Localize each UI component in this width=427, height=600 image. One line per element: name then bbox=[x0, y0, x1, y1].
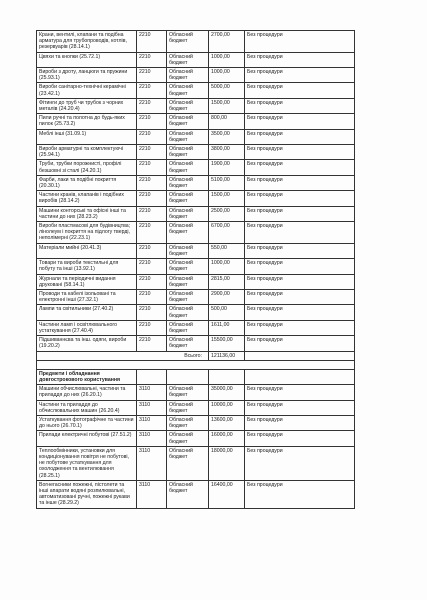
kekv-code-cell: 3110 bbox=[137, 446, 167, 480]
item-name-cell: Частини кранів, клапанів і подібних виробів (28.14.2) bbox=[37, 191, 137, 206]
funding-source-cell: Обласний бюджет bbox=[167, 145, 209, 160]
kekv-code-cell: 3110 bbox=[137, 385, 167, 400]
item-name-cell: Машини обчислювальні, частини та приладдя до них (26.20.1) bbox=[37, 385, 137, 400]
amount-cell: 5000,00 bbox=[209, 83, 245, 98]
funding-source-cell: Обласний бюджет bbox=[167, 98, 209, 113]
table-row bbox=[37, 129, 355, 144]
table-row bbox=[37, 191, 355, 206]
procedure-cell: Без процедури bbox=[245, 415, 355, 430]
item-name-cell: Журнали та періодичні видання друковані (58.14.1) bbox=[37, 274, 137, 289]
item-name-cell: Товари та вироби текстильні для побуту та інші (13.92.1) bbox=[37, 259, 137, 274]
kekv-code-cell: 2210 bbox=[137, 336, 167, 351]
funding-source-cell: Обласний бюджет bbox=[167, 68, 209, 83]
table-row bbox=[37, 415, 355, 430]
amount-cell: 2900,00 bbox=[209, 289, 245, 304]
procedure-cell: Без процедури bbox=[245, 160, 355, 175]
kekv-code-cell: 2210 bbox=[137, 175, 167, 190]
table-row bbox=[37, 222, 355, 244]
amount-cell: 500,00 bbox=[209, 305, 245, 320]
table-row bbox=[37, 336, 355, 351]
table-row bbox=[37, 480, 355, 508]
kekv-code-cell: 2210 bbox=[137, 68, 167, 83]
procedure-cell: Без процедури bbox=[245, 320, 355, 335]
amount-cell: 5100,00 bbox=[209, 175, 245, 190]
procedure-cell: Без процедури bbox=[245, 480, 355, 508]
kekv-code-cell: 3110 bbox=[137, 431, 167, 446]
kekv-code-cell: 2210 bbox=[137, 83, 167, 98]
kekv-code-cell: 3110 bbox=[137, 415, 167, 430]
funding-source-cell: Обласний бюджет bbox=[167, 114, 209, 129]
table-body-equipment bbox=[37, 385, 355, 508]
table-row bbox=[37, 400, 355, 415]
funding-source-cell: Обласний бюджет bbox=[167, 431, 209, 446]
funding-source-cell: Обласний бюджет bbox=[167, 400, 209, 415]
procedure-cell: Без процедури bbox=[245, 446, 355, 480]
funding-source-cell: Обласний бюджет bbox=[167, 222, 209, 244]
table-row bbox=[37, 259, 355, 274]
procedure-cell: Без процедури bbox=[245, 243, 355, 258]
procedure-cell: Без процедури bbox=[245, 129, 355, 144]
funding-source-cell: Обласний бюджет bbox=[167, 191, 209, 206]
table-row bbox=[37, 243, 355, 258]
procedure-cell: Без процедури bbox=[245, 431, 355, 446]
item-name-cell: Фітинги до труб чи трубок з чорних металів (24.20.4) bbox=[37, 98, 137, 113]
table-row bbox=[37, 431, 355, 446]
total-empty-cell bbox=[245, 351, 355, 360]
procedure-cell: Без процедури bbox=[245, 114, 355, 129]
funding-source-cell: Обласний бюджет bbox=[167, 336, 209, 351]
item-name-cell: Вироби арматурні та комплектуючі (25.94.1) bbox=[37, 145, 137, 160]
funding-source-cell: Обласний бюджет bbox=[167, 385, 209, 400]
amount-cell: 1000,00 bbox=[209, 52, 245, 67]
procedure-cell: Без процедури bbox=[245, 31, 355, 53]
funding-source-cell: Обласний бюджет bbox=[167, 415, 209, 430]
kekv-code-cell: 3110 bbox=[137, 400, 167, 415]
item-name-cell: Пили ручні та полотна до будь-яких пилок (25.73.2) bbox=[37, 114, 137, 129]
amount-cell: 1000,00 bbox=[209, 68, 245, 83]
procedure-cell: Без процедури bbox=[245, 400, 355, 415]
table-row bbox=[37, 83, 355, 98]
amount-cell: 2700,00 bbox=[209, 31, 245, 53]
procedure-cell: Без процедури bbox=[245, 145, 355, 160]
table-row bbox=[37, 98, 355, 113]
amount-cell: 1500,00 bbox=[209, 98, 245, 113]
table-row bbox=[37, 68, 355, 83]
kekv-code-cell: 2210 bbox=[137, 98, 167, 113]
table-row bbox=[37, 320, 355, 335]
item-name-cell: Меблі інші (31.09.1) bbox=[37, 129, 137, 144]
procedure-cell: Без процедури bbox=[245, 289, 355, 304]
spacer-cell bbox=[37, 360, 355, 369]
funding-source-cell: Обласний бюджет bbox=[167, 129, 209, 144]
kekv-code-cell: 2210 bbox=[137, 222, 167, 244]
item-name-cell: Вогнегасники пожежні, пістолети та інші апарати водяні розпилювальні, автоматизовані ручні, пожежні рукави та інше (28.29.2) bbox=[37, 480, 137, 508]
funding-source-cell: Обласний бюджет bbox=[167, 446, 209, 480]
funding-source-cell: Обласний бюджет bbox=[167, 83, 209, 98]
funding-source-cell: Обласний бюджет bbox=[167, 243, 209, 258]
funding-source-cell: Обласний бюджет bbox=[167, 31, 209, 53]
kekv-code-cell: 2210 bbox=[137, 305, 167, 320]
procurement-table bbox=[36, 30, 355, 509]
item-name-cell: Труби, трубки порожнисті, профілі безшовні зі сталі (24.20.1) bbox=[37, 160, 137, 175]
kekv-code-cell: 2210 bbox=[137, 145, 167, 160]
section-title: Предмети і обладнання довгострокового користування bbox=[37, 369, 137, 384]
amount-cell: 3500,00 bbox=[209, 129, 245, 144]
table-row bbox=[37, 446, 355, 480]
procedure-cell: Без процедури bbox=[245, 336, 355, 351]
table-row bbox=[37, 52, 355, 67]
amount-cell: 18000,00 bbox=[209, 446, 245, 480]
item-name-cell: Частини та приладдя до обчислювальних машин (26.20.4) bbox=[37, 400, 137, 415]
kekv-code-cell: 2210 bbox=[137, 129, 167, 144]
amount-cell: 800,00 bbox=[209, 114, 245, 129]
amount-cell: 13600,00 bbox=[209, 415, 245, 430]
item-name-cell: Машини конторські та офісні інші та частини до них (28.23.2) bbox=[37, 206, 137, 221]
funding-source-cell: Обласний бюджет bbox=[167, 305, 209, 320]
item-name-cell: Вироби пластмасові для будівництва; лінолеум і покриття на підлогу тверді, неполімерні (22.23.1) bbox=[37, 222, 137, 244]
table-row bbox=[37, 289, 355, 304]
procedure-cell: Без процедури bbox=[245, 191, 355, 206]
kekv-code-cell: 2210 bbox=[137, 52, 167, 67]
spacer-row bbox=[37, 360, 355, 369]
kekv-code-cell: 2210 bbox=[137, 289, 167, 304]
item-name-cell: Вироби з дроту, ланцюги та пружини (25.93.1) bbox=[37, 68, 137, 83]
procedure-cell: Без процедури bbox=[245, 98, 355, 113]
amount-cell: 3800,00 bbox=[209, 145, 245, 160]
kekv-code-cell: 2210 bbox=[137, 259, 167, 274]
item-name-cell: Устаткування фотографічне та частини до нього (26.70.1) bbox=[37, 415, 137, 430]
amount-cell: 1500,00 bbox=[209, 191, 245, 206]
funding-source-cell: Обласний бюджет bbox=[167, 480, 209, 508]
item-name-cell: Матеріали мийні (20.41.3) bbox=[37, 243, 137, 258]
table-row bbox=[37, 305, 355, 320]
table-row bbox=[37, 274, 355, 289]
item-name-cell: Підшиваннєва та інш. одяги, вироби (19.20.2) bbox=[37, 336, 137, 351]
amount-cell: 1000,00 bbox=[209, 259, 245, 274]
procedure-cell: Без процедури bbox=[245, 222, 355, 244]
item-name-cell: Фарби, лаки та подібні покриття (20.30.1) bbox=[37, 175, 137, 190]
procedure-cell: Без процедури bbox=[245, 206, 355, 221]
procedure-cell: Без процедури bbox=[245, 83, 355, 98]
amount-cell: 16000,00 bbox=[209, 431, 245, 446]
funding-source-cell: Обласний бюджет bbox=[167, 274, 209, 289]
total-sum: 121136,00 bbox=[209, 351, 245, 360]
procedure-cell: Без процедури bbox=[245, 305, 355, 320]
amount-cell: 35000,00 bbox=[209, 385, 245, 400]
amount-cell: 15500,00 bbox=[209, 336, 245, 351]
kekv-code-cell: 2210 bbox=[137, 191, 167, 206]
item-name-cell: Лампи та світильники (27.40.2) bbox=[37, 305, 137, 320]
section-header-row bbox=[37, 369, 355, 384]
item-name-cell: Крани, вентилі, клапани та подібна арматура для трубопроводів, котлів, резервуарів (28.14.1) bbox=[37, 31, 137, 53]
kekv-code-cell: 2210 bbox=[137, 320, 167, 335]
amount-cell: 16400,00 bbox=[209, 480, 245, 508]
procedure-cell: Без процедури bbox=[245, 259, 355, 274]
kekv-code-cell: 2210 bbox=[137, 206, 167, 221]
kekv-code-cell: 3110 bbox=[137, 480, 167, 508]
funding-source-cell: Обласний бюджет bbox=[167, 175, 209, 190]
amount-cell: 2500,00 bbox=[209, 206, 245, 221]
procedure-cell: Без процедури bbox=[245, 385, 355, 400]
kekv-code-cell: 2210 bbox=[137, 31, 167, 53]
table-row bbox=[37, 160, 355, 175]
total-row bbox=[37, 351, 355, 360]
table-row bbox=[37, 145, 355, 160]
total-label: Всього: bbox=[37, 351, 209, 360]
funding-source-cell: Обласний бюджет bbox=[167, 206, 209, 221]
item-name-cell: Проводи та кабелі ізольовані та електронні інші (27.32.1) bbox=[37, 289, 137, 304]
table-row bbox=[37, 31, 355, 53]
kekv-code-cell: 2210 bbox=[137, 274, 167, 289]
amount-cell: 550,00 bbox=[209, 243, 245, 258]
table-row bbox=[37, 175, 355, 190]
table-row bbox=[37, 114, 355, 129]
amount-cell: 1900,00 bbox=[209, 160, 245, 175]
kekv-code-cell: 2210 bbox=[137, 114, 167, 129]
kekv-code-cell: 2210 bbox=[137, 243, 167, 258]
kekv-code-cell: 2210 bbox=[137, 160, 167, 175]
funding-source-cell: Обласний бюджет bbox=[167, 259, 209, 274]
table-row bbox=[37, 206, 355, 221]
table-row bbox=[37, 385, 355, 400]
item-name-cell: Вироби санітарно-технічні керамічні (23.42.1) bbox=[37, 83, 137, 98]
funding-source-cell: Обласний бюджет bbox=[167, 160, 209, 175]
item-name-cell: Теплообмінники, установки для кондиціонування повітря не побутові, не побутове устаткування для охолодження та вентилювання (28.25.1) bbox=[37, 446, 137, 480]
table-body-goods bbox=[37, 31, 355, 352]
procedure-cell: Без процедури bbox=[245, 274, 355, 289]
item-name-cell: Частини ламп і освітлювального устаткування (27.40.4) bbox=[37, 320, 137, 335]
table-body-total bbox=[37, 351, 355, 385]
amount-cell: 2815,00 bbox=[209, 274, 245, 289]
funding-source-cell: Обласний бюджет bbox=[167, 289, 209, 304]
funding-source-cell: Обласний бюджет bbox=[167, 52, 209, 67]
item-name-cell: Цвяхи та кнопки (25.72.1) bbox=[37, 52, 137, 67]
procedure-cell: Без процедури bbox=[245, 68, 355, 83]
amount-cell: 10000,00 bbox=[209, 400, 245, 415]
item-name-cell: Прилади електричні побутові (27.51.2) bbox=[37, 431, 137, 446]
procedure-cell: Без процедури bbox=[245, 52, 355, 67]
procedure-cell: Без процедури bbox=[245, 175, 355, 190]
funding-source-cell: Обласний бюджет bbox=[167, 320, 209, 335]
amount-cell: 1611,00 bbox=[209, 320, 245, 335]
amount-cell: 6700,00 bbox=[209, 222, 245, 244]
